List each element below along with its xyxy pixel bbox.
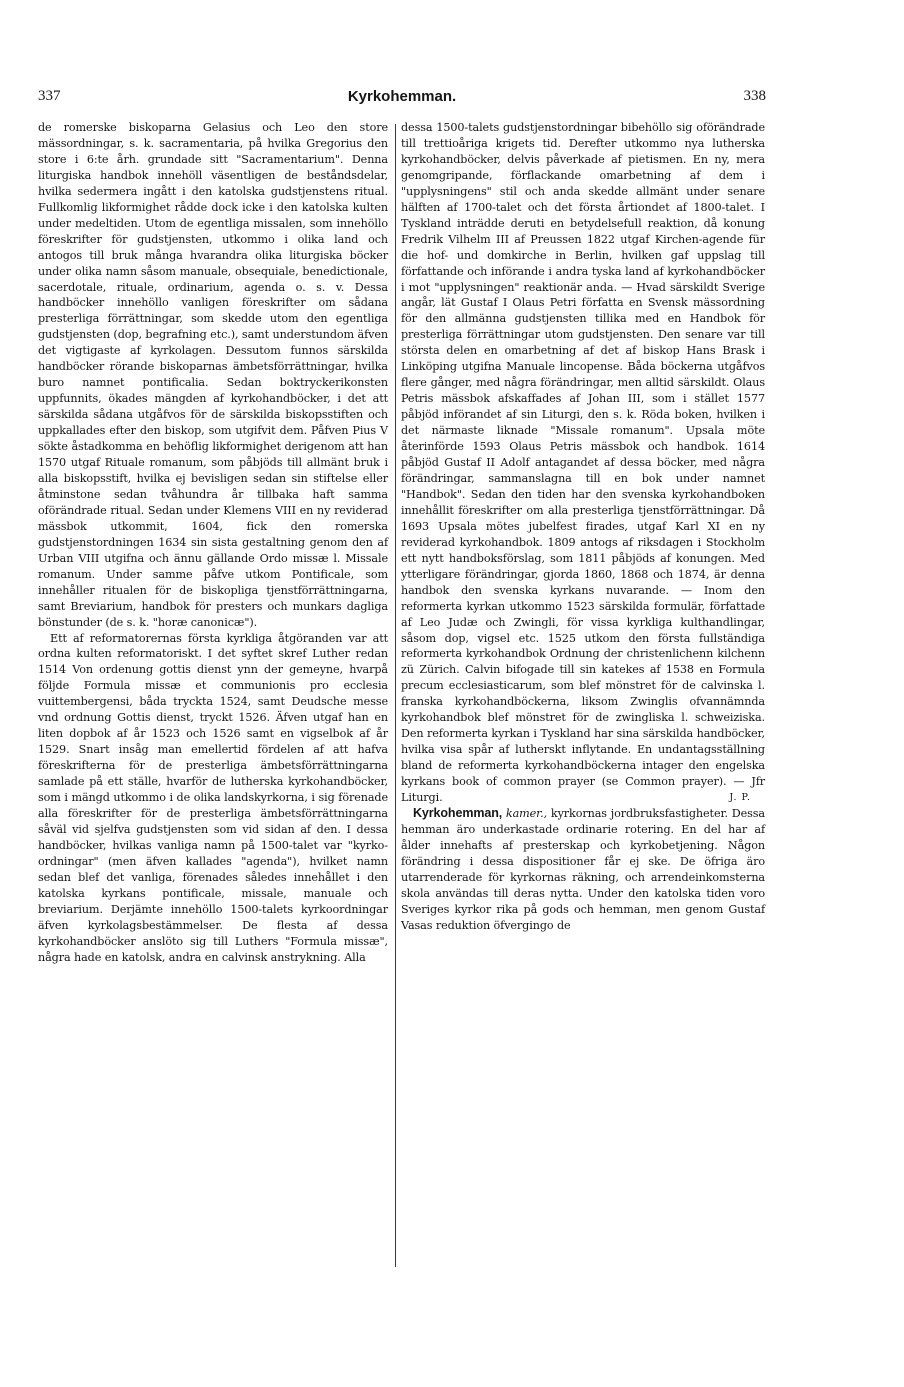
entry-headword: Kyrkohemman, [413, 805, 503, 820]
left-paragraph-1: de romerske biskoparna Gelasius och Leo den store mässordningar, s. k. sacramentaria, på hvilka Gregorius den store i 6:te årh. grundade sitt "Sacramentarium". Denna liturgiska handbok innehöll väsentligen de beståndsdelar, hvilka sedermera ingått i den katolska gudstjenstens ritual. Fullkomlig likformighet rådde dock icke i den katolska kulten under medeltiden. Utom de egentliga missalen, som innehöllo föreskrifter för gudstjensten, utkommo i olika land och antogos till bruk många hvarandra olika liturgiska böcker under olika namn såsom manuale, obsequiale, benedictionale, sacerdotale, rituale, ordinarium, agenda o. s. v. Dessa handböcker innehöllo vanligen föreskrifter om sådana presterliga förrättningar, som skedde utom den egentliga gudstjensten (dop, begrafning etc.), samt understundom äfven det vigtigaste af kyrkolagen. Dessutom funnos särskilda handböcker rörande biskoparnas ämbetsförrättningar, hvilka buro namnet pontificalia. Sedan boktryckerikonsten uppfunnits, ökades mängden af kyrkohandböcker, i det att särskilda sådana utgåfvos för de särskilda biskopsstiften och uppkallades efter den biskop, som utgifvit dem. Påfven Pius V sökte åstadkomma en behöflig likformighet derigenom att han 1570 utgaf Rituale romanum, som påbjöds till allmänt bruk i alla biskopsstift, hvilka ej bevisligen sedan sin stiftelse eller åtminstone sedan tvåhundra år tillbaka haft samma oförändrade ritual. Sedan under Klemens VIII en ny reviderad mässbok utkommit, 1604, fick den romerska gudstjenstordningen 1634 sin sista gestaltning genom den af Urban VIII utgifna och ännu gällande Ordo missæ l. Missale romanum. Under samme påfve utkom Pontificale, som innehåller ritualen för de biskopliga tjenstförrättningarna, samt Breviarium, handbok för presters och munkars dagliga bönstunder (de s. k. "horæ canonicæ"). [38, 121, 388, 629]
page-header [38, 88, 766, 112]
page-number-left: 337 [38, 88, 61, 104]
right-paragraph-text: dessa 1500-talets gudstjenstordningar bibehöllo sig oförändrade till trettioåriga krigets tid. Derefter utkommo nya lutherska kyrkohandböcker, delvis påverkade af pietismen. En ny, mera genomgripande, förflackande omarbetning af dem i "upplysningens" stil och anda skedde allmänt under senare hälften af 1700-talet och det första årtiondet af 1800-talet. I Tyskland inträdde deruti en betydelsefull reaktion, då konung Fredrik Vilhelm III af Preussen 1822 utgaf Kirchen-agende für die hof- und domkirche in Berlin, hvilken gaf uppslag till författande och införande i andra tyska land af kyrkohandböcker i mot "upplysningen" reaktionär anda. — Hvad särskildt Sverige angår, lät Gustaf I Olaus Petri författa en Svensk mässordning för den allmänna gudstjensten tillika med en Handbok för presterliga förrättningar utom gudstjensten. Den senare var till största delen en omarbetning af det af biskop Hans Brask i Linköping utgifna Manuale lincopense. Båda böckerna utgåfvos flere gånger, med några förändringar, men alltid särskildt. Olaus Petris mässbok afskaffades af Johan III, som i stället 1577 påbjöd införandet af sin Liturgi, den s. k. Röda boken, hvilken i det närmaste liknade "Missale romanum". Upsala möte återinförde 1593 Olaus Petris mässbok och handbok. 1614 påbjöd Gustaf II Adolf antagandet af dessa böcker, med några förändringar, sammanslagna till en bok under namnet "Handbok". Sedan den tiden har den svenska kyrkohandboken innehållit föreskrifter om alla presterliga tjenstförrättningar. Då 1693 Upsala mötes jubelfest firades, utgaf Karl XI en ny reviderad kyrkohandbok. 1809 antogs af riksdagen i Stockholm ett nytt handboksförslag, som 1811 påbjöds af konungen. Med ytterligare förändringar, gjorda 1860, 1868 och 1874, är denna handbok den svenska kyrkans nuvarande. — Inom den reformerta kyrkan utkommo 1523 särskilda formulär, författade af Leo Judæ och Zwingli, för vissa kyrkliga kulthandlingar, såsom dop, vigsel etc. 1525 utkom den första fullständiga reformerta kyrkohandbok Ordnung der christenlichenn kilchenn zü Zürich. Calvin bifogade till sin katekes af 1538 en Formula precum ecclesiasticarum, som blef mönstret för de calvinska l. franska kyrkohandböckerna, liksom Zwinglis ofvannämnda kyrkohandbok blef mönstret för de zwingliska l. schweiziska. Den reformerta kyrkan i Tyskland har sina särskilda handböcker, hvilka visa spår af lutherskt inflytande. En undantagsställning bland de reformerta kyrkohandböckerna intager den engelska kyrkans book of common prayer (se Common prayer). — Jfr Liturgi. [401, 121, 765, 805]
right-column [401, 120, 765, 934]
column-divider [395, 124, 396, 1267]
author-signature: J. P. [729, 792, 751, 804]
entry-label: kamer., [505, 806, 548, 820]
running-title: Kyrkohemman. [347, 88, 457, 105]
entry-kyrkohemman [401, 806, 765, 934]
right-paragraph-main [401, 120, 765, 806]
page-number-right: 338 [743, 88, 766, 104]
left-paragraph-2: Ett af reformatorernas första kyrkliga åtgöranden var att ordna kulten reformatoriskt. I det syftet skref Luther redan 1514 Von ordenung gottis dienst ynn der gemeyne, hvarpå följde Formula missæ et communionis pro ecclesia vuittembergensi, båda tryckta 1524, samt Deudsche messe vnd ordnung Gottis dienst, tryckt 1526. Äfven utgaf han en liten dopbok af år 1523 och 1526 samt en vigselbok af år 1529. Snart insåg man emellertid fördelen af att hafva föreskrifterna för de presterliga ämbetsförrättningarna samlade på ett ställe, hvarför de lutherska kyrkohandböcker, som i mängd utkommo i de olika landskyrkorna, i sig förenade alla föreskrifter för de presterliga ämbetsförrättningarna såväl vid sjelfva gudstjensten som vid sidan af den. I dessa handböcker, hvilkas vanliga namn på 1500-talet var "kyrko-ordningar" (men äfven kallades "agenda"), hvilket namn sedan blef det vanliga, förenades således innehållet i den katolska kyrkans pontificale, missale, manuale och breviarium. Derjämte innehöllo 1500-talets kyrkoordningar äfven kyrkolagsbestämmelser. De flesta af dessa kyrkohandböcker anslöto sig till Luthers "Formula missæ", några hade en katolsk, andra en calvinsk anstrykning. Alla [38, 631, 388, 964]
left-column [38, 120, 388, 966]
entry-body: kyrkornas jordbruksfastigheter. Dessa hemman äro underkastade ordinarie rotering. En del har af ålder innehafts af presterskap och kyrkobetjening. Någon förändring i dessa dispositioner får ej ske. De öfriga äro utarrenderade för kyrkornas räkning, och arrendeinkomsterna skola användas till deras nytta. Under den katolska tiden voro Sveriges kyrkor rika på gods och hemman, men genom Gustaf Vasas reduktion öfvergingo de [401, 806, 765, 932]
